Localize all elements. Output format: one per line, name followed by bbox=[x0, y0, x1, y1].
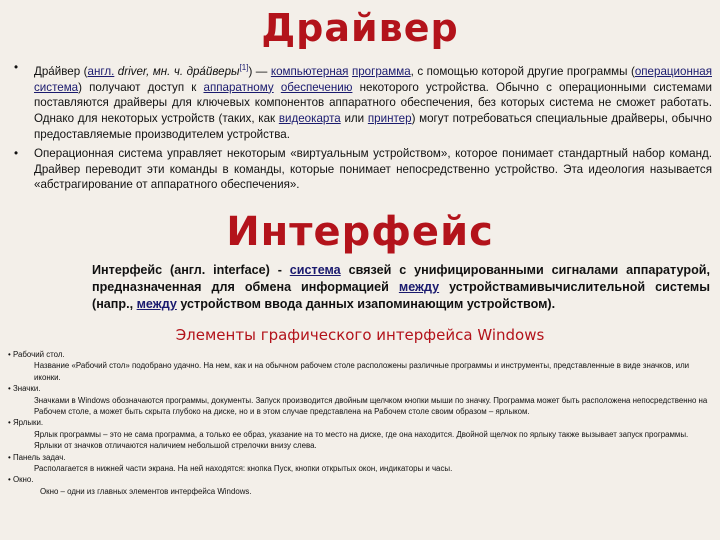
interface-definition bbox=[16, 262, 710, 313]
bullet-dot-icon: • bbox=[14, 146, 19, 160]
text-segment: driver, мн. ч. дра́йверы bbox=[114, 64, 240, 78]
text-segment: Дра́йвер ( bbox=[34, 64, 88, 78]
list-item-name: • Значки. bbox=[8, 384, 41, 394]
text-segment: Интерфейс (англ. interface) - bbox=[92, 263, 290, 277]
link-system[interactable]: система bbox=[289, 263, 341, 277]
list-item-description: Ярлык программы – это не сама программа, а только ее образ, указание на то место на диске, где она находится. Двойной щелчок по ярлыку также вызывает запуск программы. Ярлыки от значков отличаются наличием небольшой стрелочки внизу слева. bbox=[34, 429, 689, 451]
text-segment: , с помощью которой другие программы ( bbox=[410, 64, 635, 78]
list-item-name: • Ярлыки. bbox=[8, 418, 44, 428]
list-item-description: Значками в Windows обозначаются программы, документы. Запуск производится двойным щелчком кнопки мыши по значку. Программа может быть расположена непосредственно на Рабочем столе, а может быть скрыта глубоко на диске, но и в этом случае представлена на Рабочем столе своим образом – ярлыком. bbox=[34, 395, 708, 417]
list-item-name: • Окно. bbox=[8, 475, 34, 485]
text-segment: ) могут потребоваться специальные драйверы, обычно предоставляемые производителем устройства. bbox=[34, 112, 712, 142]
text-segment: устройством ввода данных изапоминающим устройством). bbox=[176, 297, 556, 311]
driver-bullet-2 bbox=[8, 146, 712, 193]
text-segment bbox=[274, 81, 281, 94]
driver-bullet-1 bbox=[8, 60, 712, 143]
link-software[interactable]: обеспечению bbox=[280, 80, 353, 94]
link-printer[interactable]: принтер bbox=[367, 112, 412, 126]
list-item-description: Название «Рабочий стол» подобрано удачно. На нем, как и на обычном рабочем столе расположены различные программы и инструменты, представленные в виде значков, или иконки. bbox=[34, 361, 690, 382]
link-between[interactable]: между bbox=[398, 280, 440, 294]
link-videocard[interactable]: видеокарта bbox=[278, 112, 341, 126]
link-between[interactable]: между bbox=[136, 297, 177, 311]
text-segment: связей с унифицированными сигналами аппаратурой, предназначенная для обмена информацией bbox=[92, 263, 710, 294]
gui-elements-list bbox=[4, 349, 714, 497]
link-computer[interactable]: компьютерная bbox=[270, 64, 349, 78]
link-operating-system[interactable]: операционная система bbox=[34, 64, 712, 94]
bullet-dot-icon: • bbox=[14, 61, 19, 74]
list-item-name: • Панель задач. bbox=[8, 452, 66, 462]
driver-bullets bbox=[8, 60, 712, 196]
interface-title: Интерфейс bbox=[226, 209, 494, 255]
link-hardware[interactable]: аппаратному bbox=[203, 80, 274, 94]
link-program[interactable]: программа bbox=[351, 64, 411, 78]
text-segment: устройствамивычислительной системы (напр., bbox=[92, 280, 710, 311]
list-item-name: • Рабочий стол. bbox=[8, 350, 65, 359]
gui-elements-title: Элементы графического интерфейса Windows bbox=[175, 326, 545, 344]
list-item-description: Располагается в нижней части экрана. На ней находятся: кнопка Пуск, кнопки открытых окон, индикаторы и часы. bbox=[34, 464, 453, 474]
text-segment: ) — bbox=[248, 64, 271, 78]
bullet-text: Операционная система управляет некоторым «виртуальным устройством», которое понимает стандартный набор команд. Драйвер переводит эти команды в команды, которые понимает непосредственно устройство. Эта идеология называется «абстрагирование от аппаратного обеспечения». bbox=[34, 146, 712, 192]
driver-title: Драйвер bbox=[261, 6, 459, 50]
footnote-link[interactable]: [1] bbox=[239, 63, 249, 72]
list-item-description: Окно – одни из главных элементов интерфейса Windows. bbox=[40, 486, 252, 496]
text-segment: некоторого устройства. Обычно с операционными системами поставляются драйверы для ключевых компонентов аппаратного обеспечения, без которых система не сможет работать. Однако для некоторых устройств (таких, как bbox=[34, 80, 712, 126]
text-segment: или bbox=[340, 112, 368, 126]
link-english[interactable]: англ. bbox=[87, 64, 115, 78]
text-segment: ) получают доступ к bbox=[78, 80, 204, 94]
